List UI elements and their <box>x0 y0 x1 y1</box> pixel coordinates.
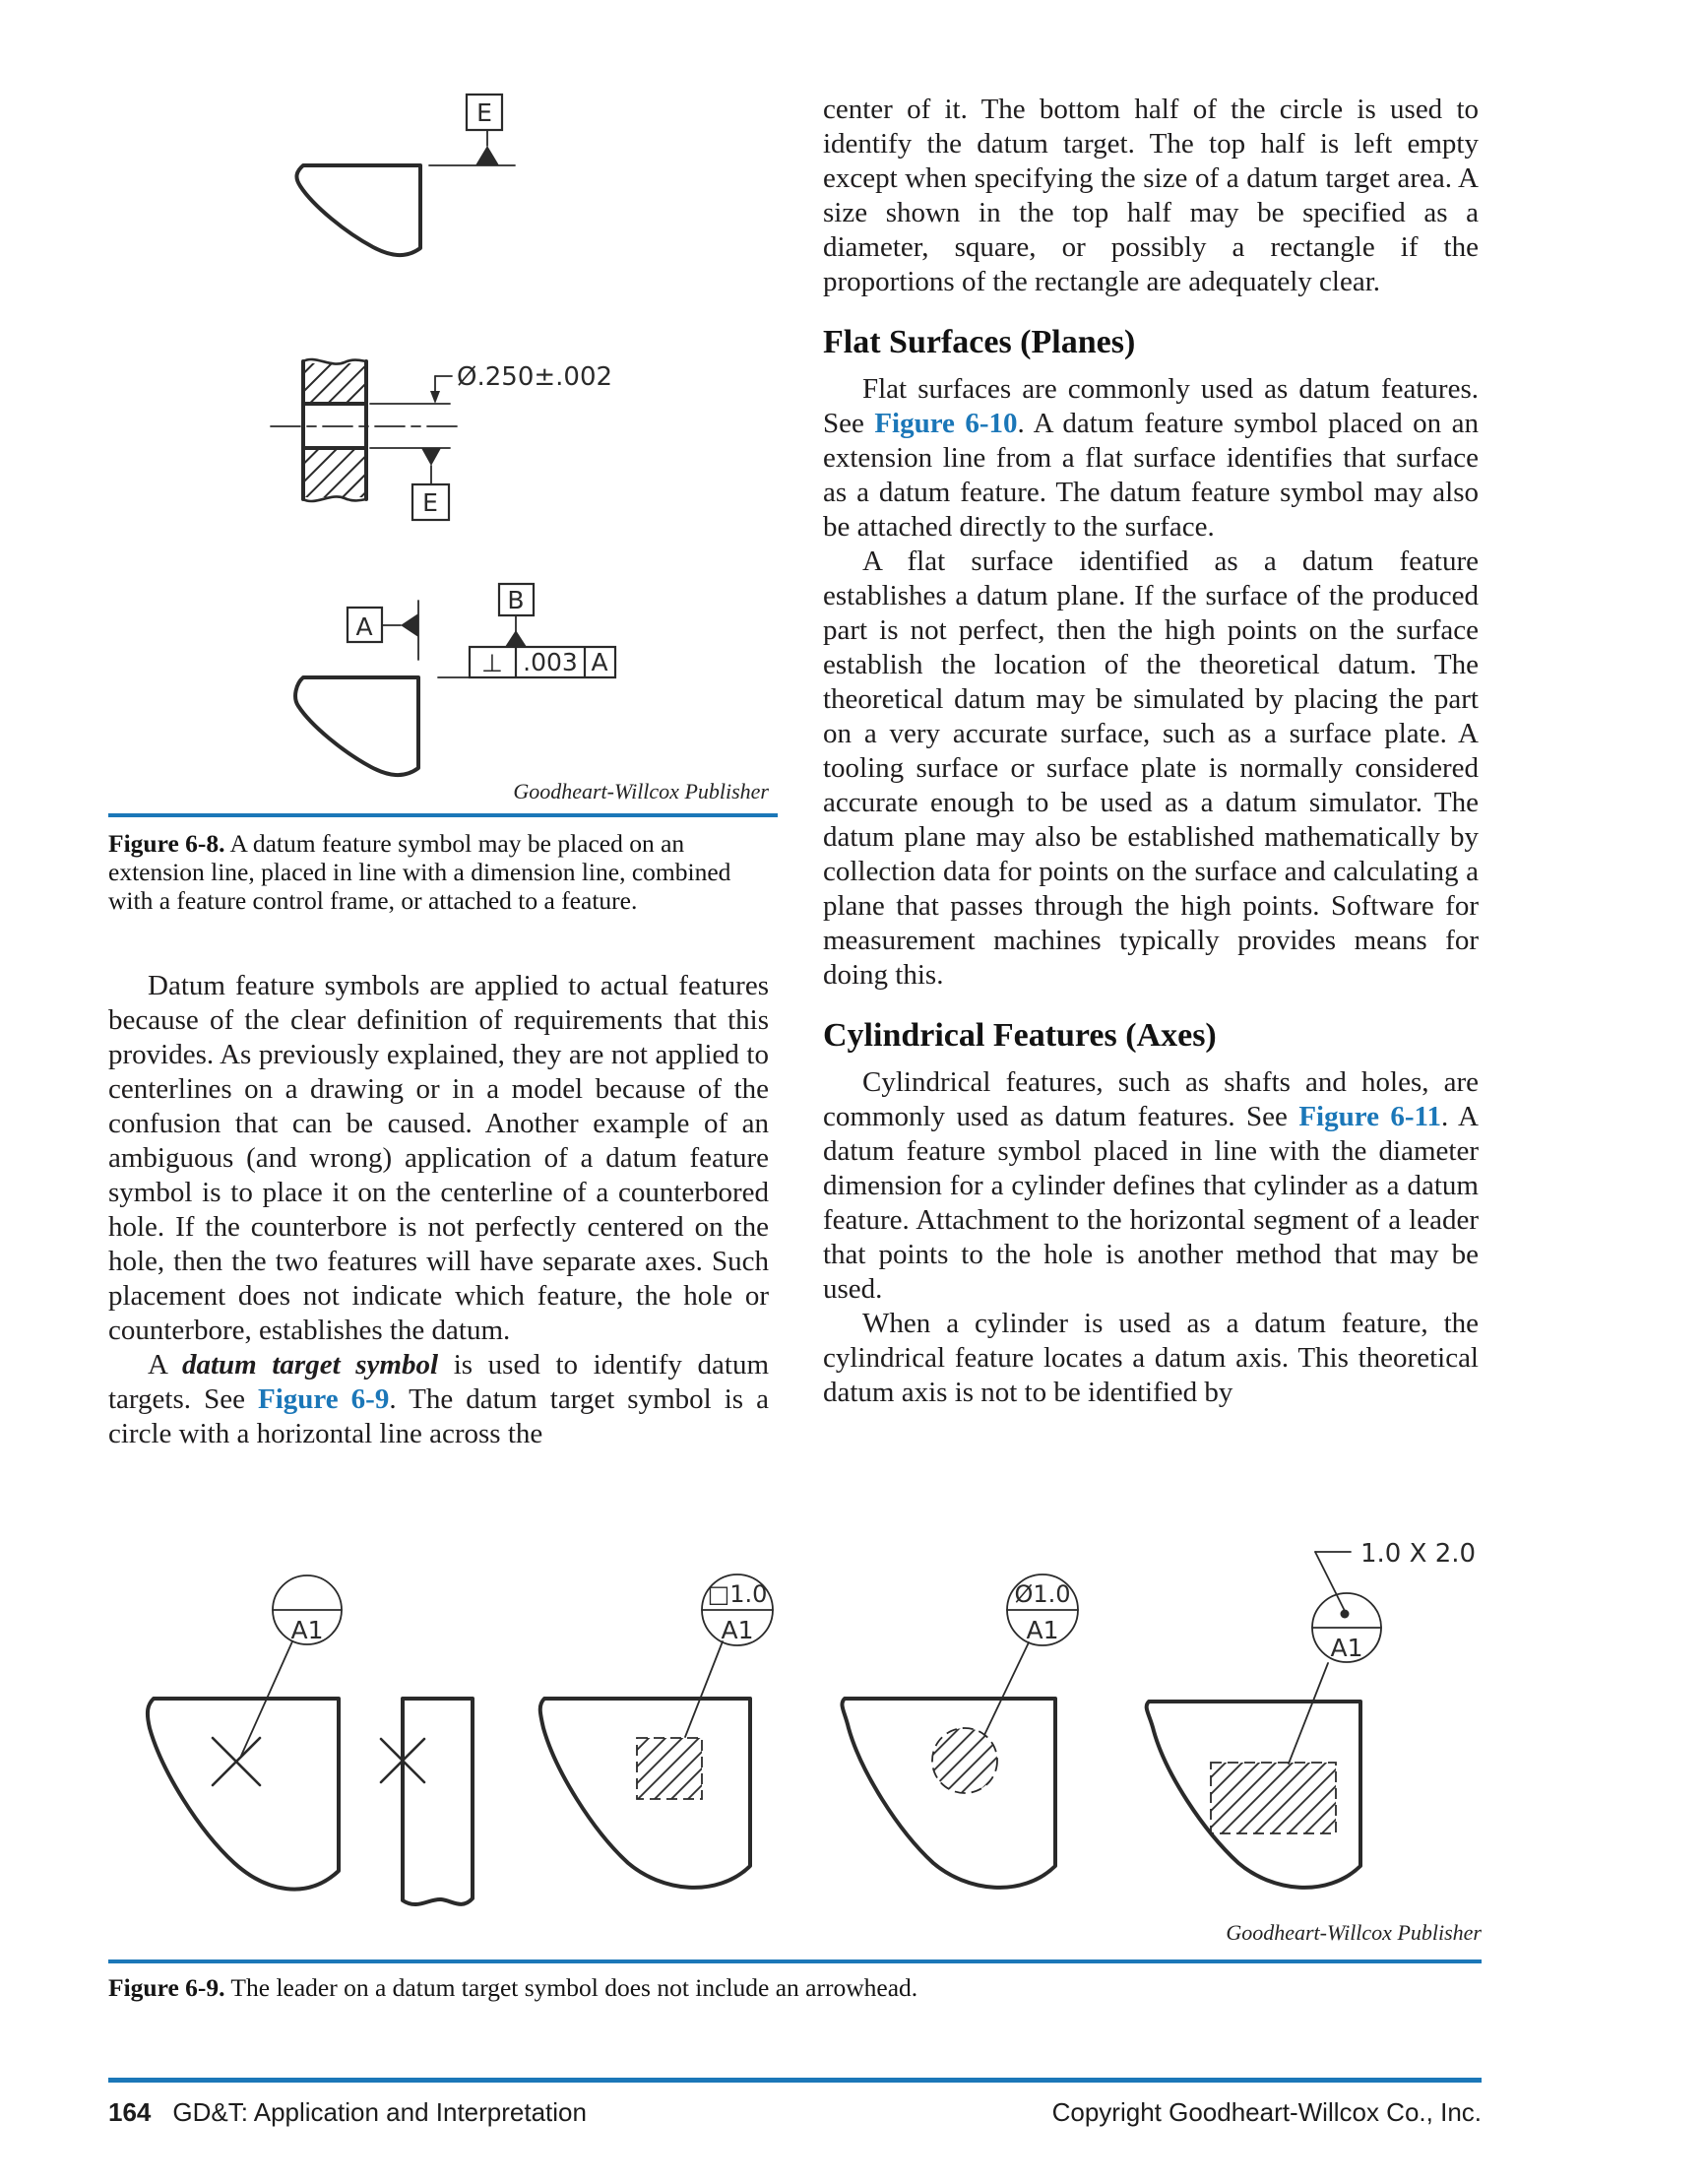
figure-6-9-drawing <box>110 1516 1488 1920</box>
footer <box>108 2097 1482 2128</box>
paragraph <box>108 969 769 1348</box>
tolerance-value: .003 <box>523 648 578 676</box>
target-square-area-view <box>540 1574 773 1888</box>
text-segment: A <box>148 1349 182 1381</box>
datum-target-point-x <box>213 1738 260 1785</box>
copyright-notice: Copyright Goodheart-Willcox Co., Inc. <box>1051 2097 1482 2127</box>
paragraph <box>108 1348 769 1451</box>
text-segment: The leader on a datum target symbol does not include an arrowhead. <box>224 1973 918 2002</box>
right-column <box>823 93 1479 1410</box>
book-title: GD&T: Application and Interpretation <box>172 2097 587 2127</box>
paragraph <box>823 372 1479 545</box>
datum-triangle <box>505 630 527 647</box>
paragraph <box>823 93 1479 299</box>
datum-triangle <box>475 146 499 165</box>
section-heading: Cylindrical Features (Axes) <box>823 1017 1217 1054</box>
part-outline <box>295 677 418 775</box>
hatched-section-upper <box>303 363 366 404</box>
geometric-characteristic-symbol: ⊥ <box>481 649 503 677</box>
target-size-label: Ø1.0 <box>1014 1580 1071 1608</box>
datum-label: B <box>507 586 525 614</box>
paragraph <box>823 545 1479 993</box>
datum-target-symbol <box>1312 1593 1381 1662</box>
target-leader-line <box>984 1642 1029 1735</box>
target-id-label: A1 <box>721 1616 754 1644</box>
text-segment: is used to identify datum targets. See <box>108 1349 769 1415</box>
figure-6-9-caption <box>108 1973 1388 2002</box>
caption-rule <box>108 813 778 817</box>
text-segment: A flat surface identified as a datum feature establishes a datum plane. If the surface of the produced part is not perfect, then the high points on the surface establish the location of the theoretical datum. The theoretical datum may be simulated by placing the part on a very accurate surface, such as a surface plate. A tooling surface or surface plate is normally considered accurate enough to be used as a datum simulator. The datum plane may also be established mathematically by collection data for points on the surface and calculating a plane that passes through the high points. Software for measurement machines typically provides means for doing this. <box>823 546 1479 991</box>
section-heading: Flat Surfaces (Planes) <box>823 324 1136 360</box>
datum-target-symbol <box>273 1575 342 1644</box>
part-outline <box>148 1699 339 1890</box>
figure-reference: Figure 6-10 <box>874 408 1018 439</box>
datum-on-extension-line-view <box>296 95 515 255</box>
datum-target-symbol <box>702 1574 773 1645</box>
text-segment: Cylindrical features, such as shafts and holes, are commonly used as datum features. See <box>823 1066 1479 1132</box>
figure-6-8-caption <box>108 829 782 915</box>
target-point-front-view <box>148 1575 342 1890</box>
text-segment: . The datum target symbol is a circle with a horizontal line across the <box>108 1383 770 1449</box>
part-outline <box>842 1699 1055 1888</box>
datum-on-dimension-line-view <box>271 359 612 520</box>
text-segment: Datum feature symbols are applied to actual features because of the clear definition of requirements that this provides. As previously explained, they are not applied to centerlines on a drawing or in a model because of the confusion that can be caused. Another example of an ambiguous (and wrong) application of a datum feature symbol is to place it on the centerline of a counterbored hole. If the counterbore is not perfectly centered on the hole, then the two features will have separate axes. Such placement does not indicate which feature, the hole or counterbore, establishes the datum. <box>108 970 769 1346</box>
paragraph <box>823 1307 1479 1410</box>
text-segment: datum target symbol <box>181 1349 439 1381</box>
target-id-label: A1 <box>290 1616 324 1644</box>
datum-label: A <box>355 612 373 641</box>
figure-6-8-drawing <box>110 69 780 778</box>
part-outline <box>403 1699 473 1904</box>
text-segment: . A datum feature symbol placed on an extension line from a flat surface identifies that surface as a datum feature. The datum feature symbol may also be attached directly to the surface. <box>823 408 1479 543</box>
target-size-label: 1.0 X 2.0 <box>1360 1539 1477 1569</box>
hatched-section-lower <box>303 448 366 497</box>
datum-target-area-rectangle <box>1211 1763 1336 1833</box>
part-outline <box>296 165 420 255</box>
datum-with-feature-control-frame-view <box>295 584 615 775</box>
text-segment: Figure 6-8. <box>108 829 225 858</box>
target-point-side-view <box>381 1699 473 1904</box>
page-number: 164 <box>108 2097 152 2127</box>
text-segment: Figure 6-9. <box>108 1973 225 2002</box>
target-id-label: A1 <box>1026 1616 1059 1644</box>
target-circle-area-view <box>842 1574 1078 1888</box>
dimension-arrowhead <box>430 391 440 404</box>
datum-label: E <box>422 488 438 517</box>
break-line-top <box>303 359 366 364</box>
caption-rule <box>108 1959 1482 1963</box>
size-leader-line <box>1315 1552 1345 1611</box>
figure-reference: Figure 6-9 <box>258 1383 390 1415</box>
left-column <box>108 969 769 1451</box>
datum-reference: A <box>591 648 608 676</box>
datum-label: E <box>476 98 492 127</box>
datum-triangle <box>401 613 418 637</box>
figure-credit: Goodheart-Willcox Publisher <box>513 779 769 803</box>
target-leader-line <box>685 1641 723 1737</box>
figure-reference: Figure 6-11 <box>1298 1101 1441 1132</box>
diameter-dimension: Ø.250±.002 <box>457 362 613 392</box>
target-size-label: □1.0 <box>707 1580 768 1608</box>
break-line-bottom <box>303 496 366 501</box>
datum-target-area-circle <box>932 1728 997 1793</box>
text-segment: Flat surfaces are commonly used as datum features. See <box>823 373 1479 439</box>
datum-target-area-square <box>637 1738 702 1799</box>
target-rectangle-area-view <box>1147 1539 1476 1888</box>
target-leader-line <box>1289 1663 1328 1764</box>
datum-target-symbol <box>1007 1574 1078 1645</box>
footer-left <box>108 2097 587 2128</box>
text-segment: . A datum feature symbol placed in line with the diameter dimension for a cylinder defines that cylinder as a datum feature. Attachment to the horizontal segment of a leader that points to the hole is another method that may be used. <box>823 1101 1479 1305</box>
footer-rule <box>108 2078 1482 2083</box>
text-segment: center of it. The bottom half of the circle is used to identify the datum target. The top half is left empty except when specifying the size of a datum target area. A size shown in the top half may be specified as a diameter, square, or possibly a rectangle if the proportions of the rectangle are adequately clear. <box>823 94 1479 297</box>
text-segment: A datum feature symbol may be placed on an extension line, placed in line with a dimension line, combined with a feature control frame, or attached to a feature. <box>108 829 731 915</box>
figure-credit: Goodheart-Willcox Publisher <box>1226 1920 1482 1945</box>
feature-control-frame <box>470 647 615 677</box>
paragraph <box>823 1065 1479 1307</box>
target-id-label: A1 <box>1330 1634 1363 1662</box>
text-segment: When a cylinder is used as a datum feature, the cylindrical feature locates a datum axis. This theoretical datum axis is not to be identified by <box>823 1308 1479 1408</box>
datum-triangle <box>421 448 441 466</box>
